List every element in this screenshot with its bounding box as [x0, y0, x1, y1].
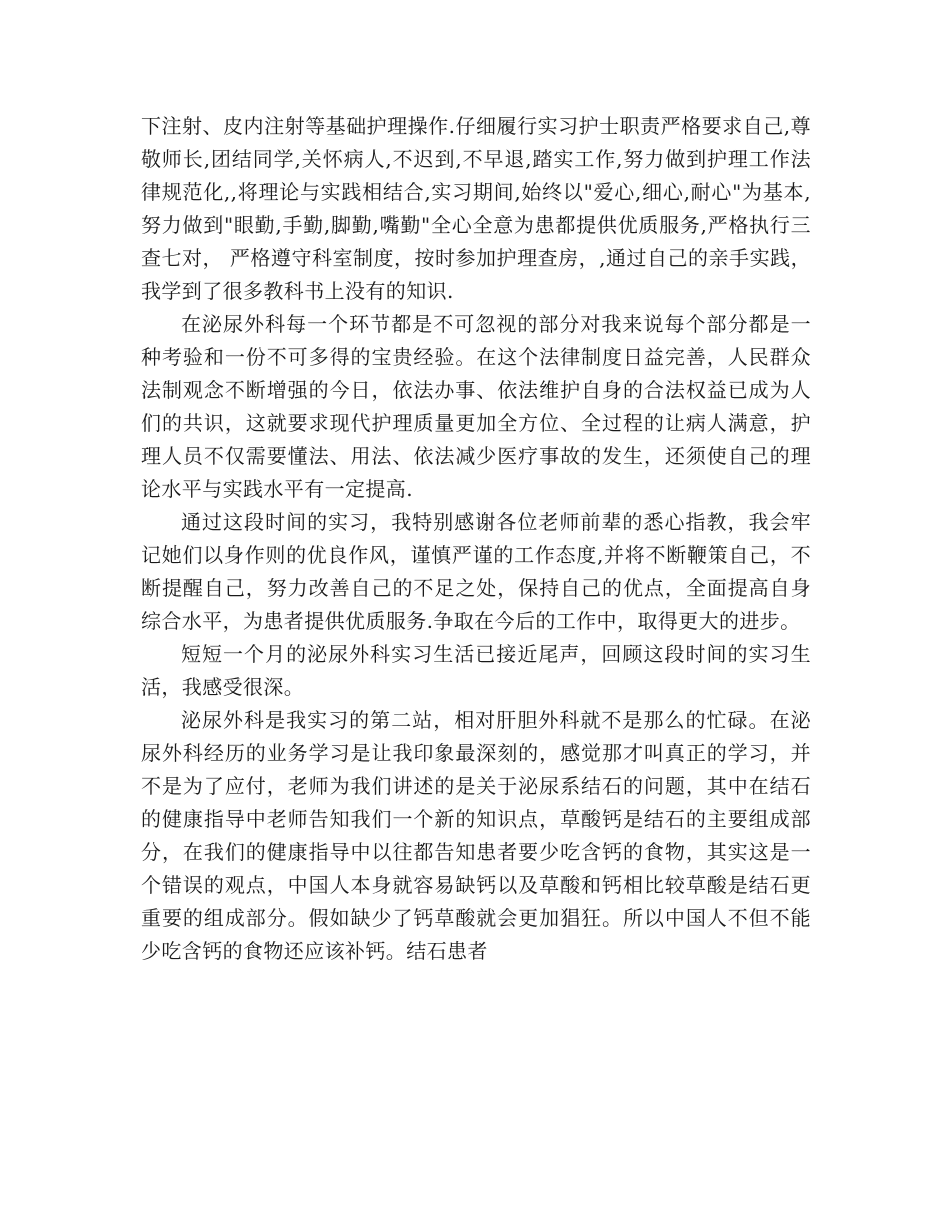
- paragraph-5: 泌尿外科是我实习的第二站，相对肝胆外科就不是那么的忙碌。在泌尿外科经历的业务学习是让我印象最深刻的，感觉那才叫真正的学习，并不是为了应付，老师为我们讲述的是关于泌尿系结石的问题，其中在结石的健康指导中老师告知我们一个新的知识点，草酸钙是结石的主要组成部分，在我们的健康指导中以往都告知患者要少吃含钙的食物，其实这是一个错误的观点，中国人本身就容易缺钙以及草酸和钙相比较草酸是结石更重要的组成部分。假如缺少了钙草酸就会更加猖狂。所以中国人不但不能少吃含钙的食物还应该补钙。结石患者: [141, 708, 811, 963]
- paragraph-4: 短短一个月的泌尿外科实习生活已接近尾声，回顾这段时间的实习生活，我感受很深。: [141, 642, 811, 699]
- paragraph-2: 在泌尿外科每一个环节都是不可忽视的部分对我来说每个部分都是一种考验和一份不可多得的宝贵经验。在这个法律制度日益完善，人民群众法制观念不断增强的今日，依法办事、依法维护自身的合法权益已成为人们的共识，这就要求现代护理质量更加全方位、全过程的让病人满意，护理人员不仅需要懂法、用法、依法减少医疗事故的发生，还须使自己的理论水平与实践水平有一定提高.: [141, 312, 811, 501]
- document-body: [141, 110, 811, 968]
- paragraph-1: 下注射、皮内注射等基础护理操作.仔细履行实习护士职责严格要求自己,尊敬师长,团结同学,关怀病人,不迟到,不早退,踏实工作,努力做到护理工作法律规范化,,将理论与实践相结合,实习期间,始终以"爱心,细心,耐心"为基本,努力做到"眼勤,手勤,脚勤,嘴勤"全心全意为患都提供优质服务,严格执行三查七对， 严格遵守科室制度，按时参加护理查房，,通过自己的亲手实践，我学到了很多教科书上没有的知识.: [141, 114, 811, 303]
- paragraph-3: 通过这段时间的实习，我特别感谢各位老师前辈的悉心指教，我会牢记她们以身作则的优良作风，谨慎严谨的工作态度,并将不断鞭策自己，不断提醒自己，努力改善自己的不足之处，保持自己的优点，全面提高自身综合水平，为患者提供优质服务.争取在今后的工作中，取得更大的进步。: [141, 510, 811, 633]
